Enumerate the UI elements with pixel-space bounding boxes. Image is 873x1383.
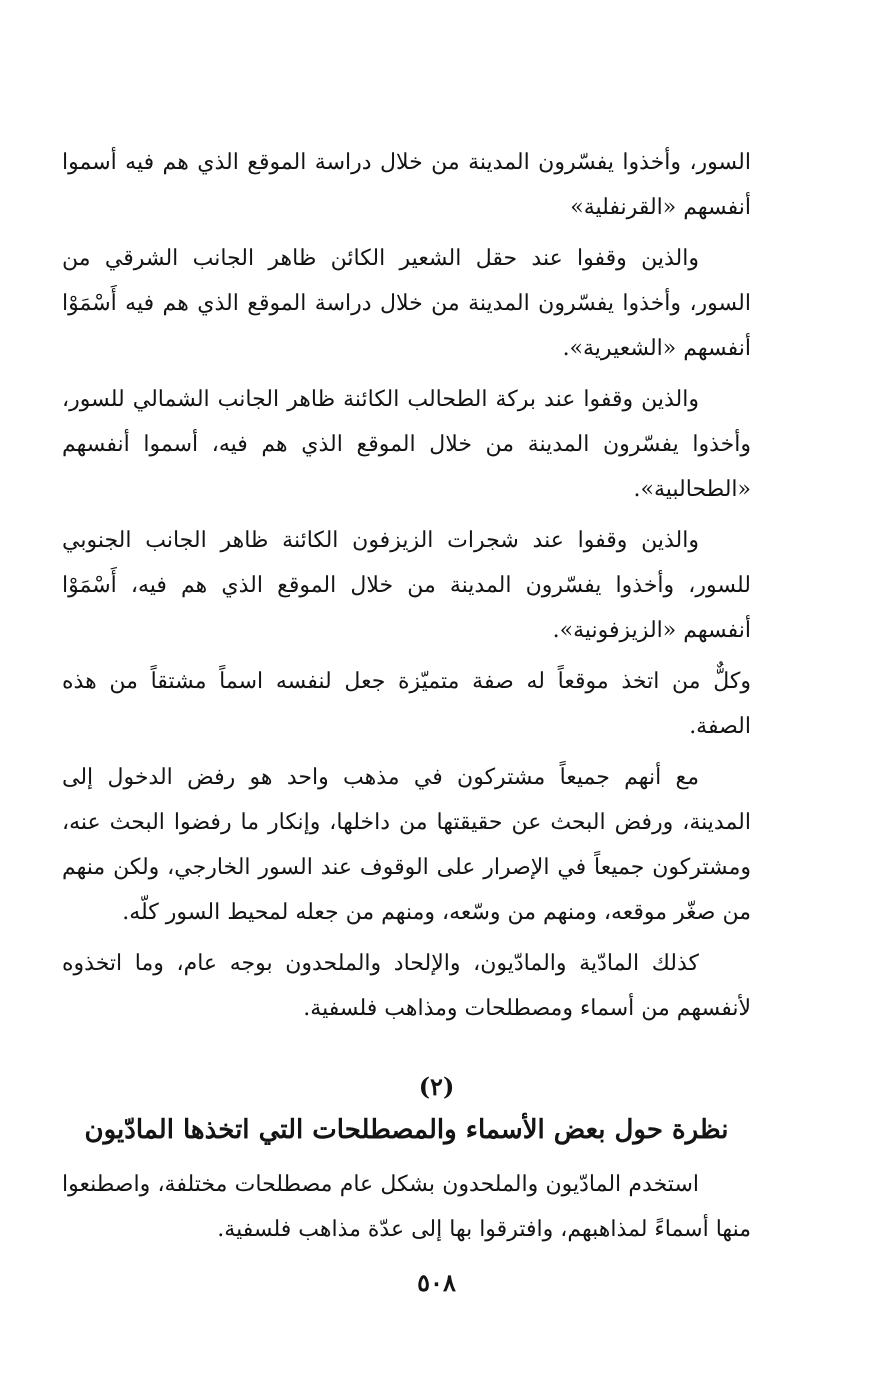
paragraph-qaranfuliya: السور، وأخذوا يفسّرون المدينة من خلال دراسة الموقع الذي هم فيه أسموا أنفسهم «القرنفلية» <box>62 150 751 220</box>
paragraph-materialists: كذلك المادّية والمادّيون، والإلحاد والملحدون بوجه عام، وما اتخذوه لأنفسهم من أسماء ومصطلحات ومذاهب فلسفية. <box>62 951 751 1021</box>
section-title: نظرة حول بعض الأسماء والمصطلحات التي اتخذها المادّيون <box>84 1115 729 1145</box>
page-number: ٥٠٨ <box>417 1268 456 1297</box>
section-number: (٢) <box>418 1072 455 1101</box>
paragraph-common-doctrine: مع أنهم جميعاً مشتركون في مذهب واحد هو رفض الدخول إلى المدينة، ورفض البحث عن حقيقتها من داخلها، وإنكار ما رفضوا البحث عنه، ومشتركون جميعاً في الإصرار على الوقوف عند السور الخارجي، ولكن منهم من صغّر موقعه، ومنهم من وسّعه، ومنهم من جعله لمحيط السور كلّه. <box>62 765 751 925</box>
main-text <box>62 140 751 1037</box>
paragraph-each-position: وكلٌّ من اتخذ موقعاً له صفة متميّزة جعل لنفسه اسماً مشتقاً من هذه الصفة. <box>62 669 751 739</box>
paragraph-tahalibiya: والذين وقفوا عند بركة الطحالب الكائنة ظاهر الجانب الشمالي للسور، وأخذوا يفسّرون المدينة من خلال الموقع الذي هم فيه، أسموا أنفسهم «الطحالبية». <box>62 387 751 502</box>
section-paragraph: استخدم المادّيون والملحدون بشكل عام مصطلحات مختلفة، واصطنعوا منها أسماءً لمذاهبهم، وافترقوا بها إلى عدّة مذاهب فلسفية. <box>62 1172 751 1242</box>
paragraph-zayzafuniya: والذين وقفوا عند شجرات الزيزفون الكائنة ظاهر الجانب الجنوبي للسور، وأخذوا يفسّرون المدينة من خلال الموقع الذي هم فيه، أَسْمَوْا أنفسهم «الزيزفونية». <box>62 528 751 643</box>
paragraph-shaeiriya: والذين وقفوا عند حقل الشعير الكائن ظاهر الجانب الشرقي من السور، وأخذوا يفسّرون المدينة من خلال دراسة الموقع الذي هم فيه أَسْمَوْا أنفسهم «الشعيرية». <box>62 246 751 361</box>
section-body <box>62 1162 751 1258</box>
